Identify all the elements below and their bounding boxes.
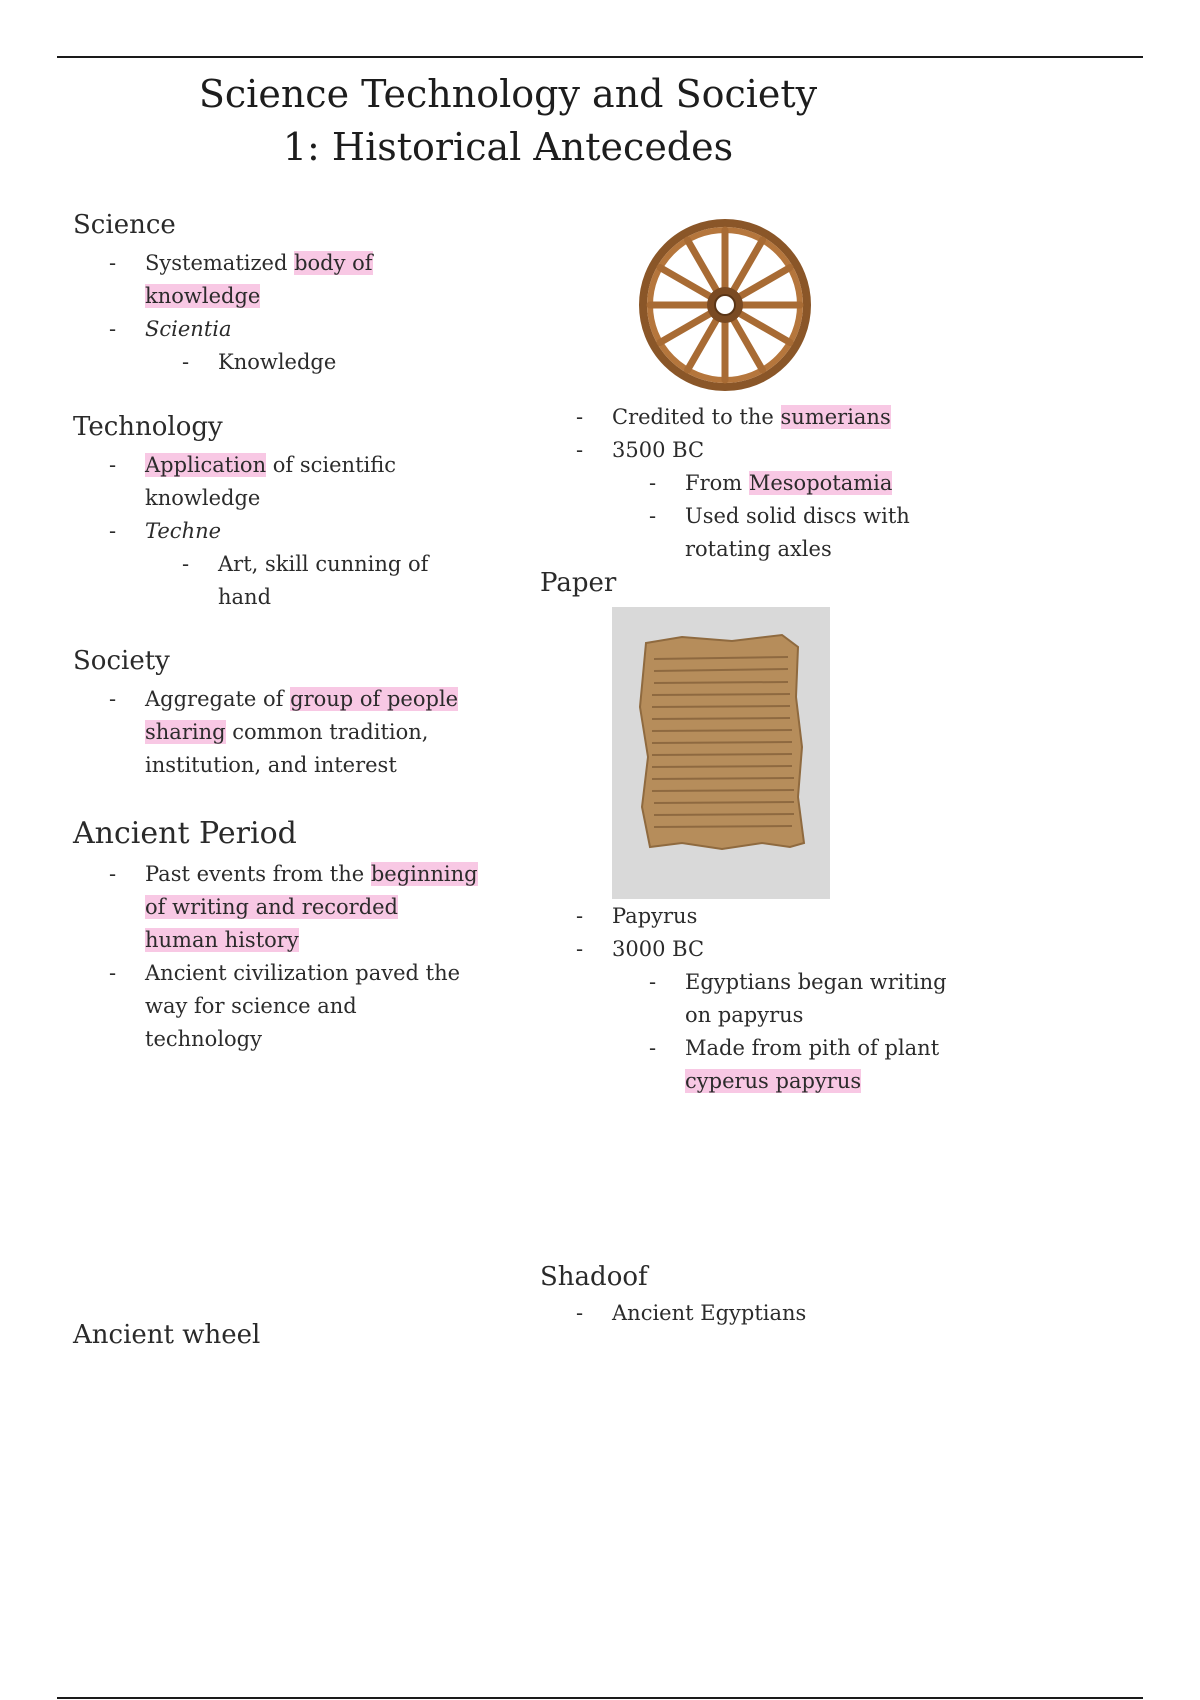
paper-point-1: - Papyrus <box>576 904 698 928</box>
technology-heading: Technology <box>73 412 223 442</box>
society-definition-cont: sharing common tradition, <box>145 720 429 744</box>
society-definition: - Aggregate of group of people <box>109 687 459 711</box>
ancient-period-point-2-cont-2: technology <box>145 1027 262 1051</box>
society-definition-cont-2: institution, and interest <box>145 753 397 777</box>
technology-term-meaning-cont: hand <box>218 585 272 609</box>
paper-subpoint-2: - Made from pith of plant <box>649 1036 940 1060</box>
ancient-wheel-heading: Ancient wheel <box>73 1320 261 1350</box>
wooden-wheel-icon <box>638 218 812 392</box>
document-title-line-2: 1: Historical Antecedes <box>282 125 734 169</box>
document-title-line-1: Science Technology and Society <box>198 72 818 116</box>
wheel-subpoint-2-cont: rotating axles <box>685 537 832 561</box>
paper-point-2: - 3000 BC <box>576 937 705 961</box>
science-definition: - Systematized body of <box>109 251 373 275</box>
paper-heading: Paper <box>540 568 617 598</box>
science-term: - Scientia <box>109 317 232 341</box>
wheel-subpoint-2: - Used solid discs with <box>649 504 910 528</box>
ancient-period-heading: Ancient Period <box>73 816 297 851</box>
ancient-period-point-1-cont: of writing and recorded <box>145 895 399 919</box>
bottom-rule <box>57 1697 1143 1699</box>
science-heading: Science <box>73 210 176 240</box>
ancient-period-point-2: - Ancient civilization paved the <box>109 961 461 985</box>
wheel-point-1: - Credited to the sumerians <box>576 405 891 429</box>
technology-term: - Techne <box>109 519 222 543</box>
top-rule <box>57 56 1143 58</box>
shadoof-heading: Shadoof <box>540 1262 648 1292</box>
wheel-image <box>638 218 812 392</box>
society-heading: Society <box>73 646 170 676</box>
ancient-period-point-1-cont-2: human history <box>145 928 299 952</box>
papyrus-image <box>612 607 830 899</box>
wheel-point-2: - 3500 BC <box>576 438 705 462</box>
science-definition-cont: knowledge <box>145 284 261 308</box>
paper-subpoint-1: - Egyptians began writing <box>649 970 947 994</box>
science-term-meaning: - Knowledge <box>182 350 337 374</box>
paper-subpoint-1-cont: on papyrus <box>685 1003 804 1027</box>
shadoof-point-1: - Ancient Egyptians <box>576 1301 807 1325</box>
ancient-period-point-1: - Past events from the beginning <box>109 862 478 886</box>
technology-definition-cont: knowledge <box>145 486 261 510</box>
ancient-period-point-2-cont: way for science and <box>145 994 357 1018</box>
technology-term-meaning: - Art, skill cunning of <box>182 552 429 576</box>
wheel-subpoint-1: - From Mesopotamia <box>649 471 893 495</box>
paper-subpoint-2-cont: cyperus papyrus <box>685 1069 862 1093</box>
papyrus-fragment-icon <box>612 607 830 899</box>
technology-definition: - Application of scientific <box>109 453 396 477</box>
